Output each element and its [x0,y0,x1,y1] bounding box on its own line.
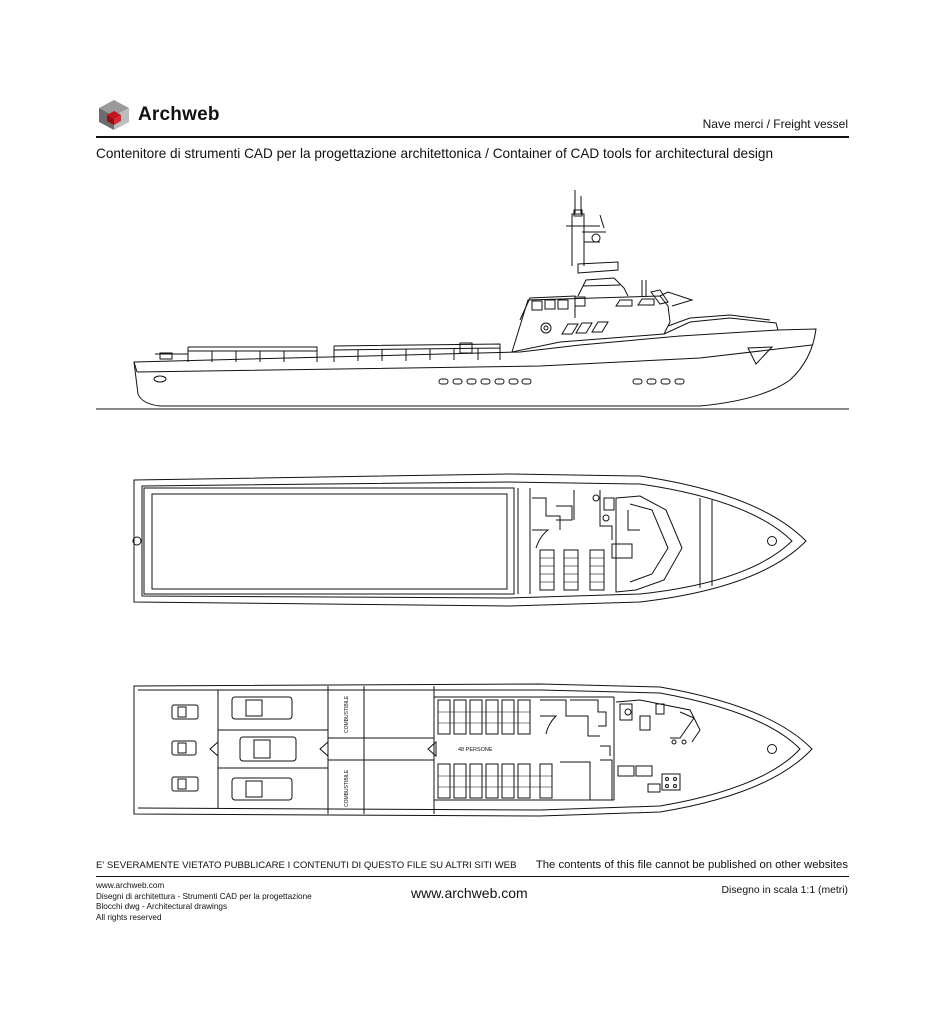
fuel-label-bottom: COMBUSTIBILE [344,769,350,807]
seat-rows-upper [438,700,530,734]
vehicles-large [232,697,296,800]
footer-divider [96,876,849,877]
deck-plan-upper [133,474,806,606]
drawing-title: Nave merci / Freight vessel [702,117,848,131]
cargo-hold [144,488,514,594]
fuel-label-top: COMBUSTIBILE [344,695,350,733]
footer-credit-line: www.archweb.com [96,881,165,890]
header-divider [96,136,849,138]
seat-rows-lower [438,764,552,798]
footer-credit-line: Blocchi dwg - Architectural drawings [96,902,228,912]
footer-website-link[interactable]: www.archweb.com [411,885,528,901]
page-subtitle: Contenitore di strumenti CAD per la progettazione architettonica / Container of CAD tools for architectural design [96,146,774,161]
brand-name: Archweb [138,104,220,125]
warning-italian: E' SEVERAMENTE VIETATO PUBBLICARE I CONTENUTI DI QUESTO FILE SU ALTRI SITI WEB [96,860,517,871]
footer-credit-line: All rights reserved [96,912,162,922]
vessel-drawing [90,180,860,840]
footer-credit-line: Disegni di architettura - Strumenti CAD per la progettazione [96,891,312,901]
vehicles-small [172,705,198,791]
capacity-label: 48 PERSONE [458,747,493,753]
deck-plan-lower [134,684,812,816]
archweb-logo-icon [97,99,131,131]
side-elevation [96,190,849,409]
scale-note: Disegno in scala 1:1 (metri) [721,885,848,896]
warning-english: The contents of this file cannot be published on other websites [535,859,848,871]
side-portholes [439,379,684,384]
cargo-railings [155,343,500,362]
footer-credits [96,881,312,923]
